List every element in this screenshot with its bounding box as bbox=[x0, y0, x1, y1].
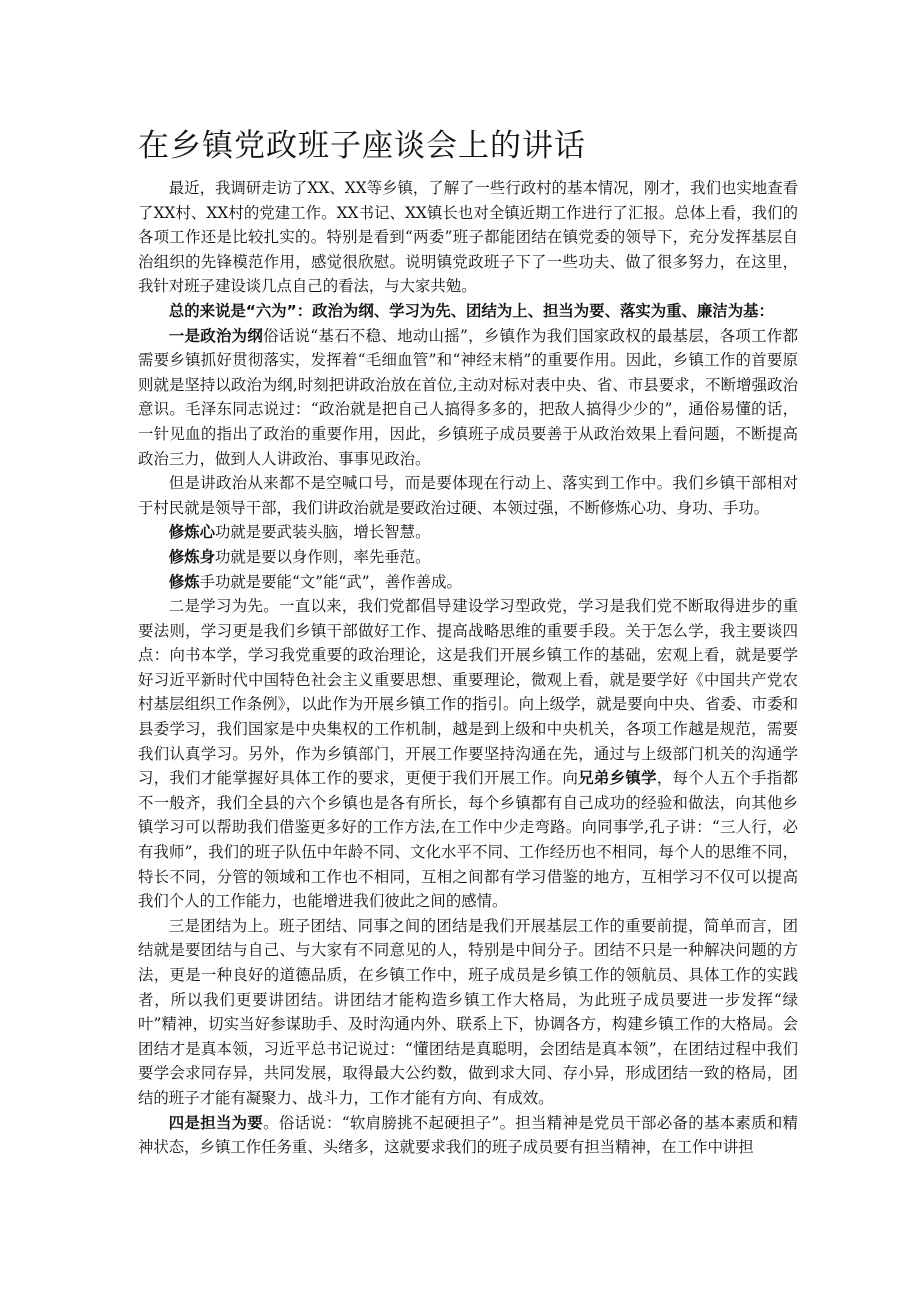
learning-text-a: 二是学习为先。一直以来，我们党都倡导建设学习型政党，学习是我们党不断取得进步的重要法则，学习更是我们乡镇干部做好工作、提高战略思维的重要手段。关于怎么学，我主要谈四点：向书本学，学习我党重要的政治理论，这是我们开展乡镇工作的基础，宏观上看，就是要学好习近平新时代中国特色社会主义重要思想、重要理论，微观上看，就是要学好《中国共产党农村基层组织工作条例》，以此作为开展乡镇工作的指引。向上级学，就是要向中央、省委、市委和县委学习，我们国家是中央集权的工作机制，越是到上级和中央机关，各项工作越是规范，需要我们认真学习。另外，作为乡镇部门，开展工作要坚持沟通在先，通过与上级部门机关的沟通学习，我们才能掌握好具体工作的要求，更便于我们开展工作。向 bbox=[138, 597, 798, 788]
hand-skill-paragraph bbox=[138, 570, 798, 595]
learning-paragraph bbox=[138, 594, 798, 914]
summary-text: 总的来说是“六为”：政治为纲、学习为先、团结为上、担当为要、落实为重、廉洁为基： bbox=[168, 301, 774, 320]
hand-skill-text: 手功就是要能“文”能“武”，善作善成。 bbox=[199, 572, 462, 591]
body-skill-text: 功就是要以身作则，率先垂范。 bbox=[214, 547, 431, 566]
document-body bbox=[138, 176, 798, 1160]
heart-skill-paragraph bbox=[138, 520, 798, 545]
politics-text: 俗话说“基石不稳、地动山摇”，乡镇作为我们国家政权的最基层，各项工作都需要乡镇抓好贯彻落实，发挥着“毛细血管”和“神经末梢”的重要作用。因此，乡镇工作的首要原则就是坚持以政治为纲,时刻把讲政治放在首位,主动对标对表中央、省、市县要求，不断增强政治意识。毛泽东同志说过：“政治就是把自己人搞得多多的，把敌人搞得少少的”，通俗易懂的话，一针见血的指出了政治的重要作用，因此，乡镇班子成员要善于从政治效果上看问题，不断提高政治三力，做到人人讲政治、事事见政治。 bbox=[138, 326, 798, 468]
learning-text-b: ，每个人五个手指都不一般齐，我们全县的六个乡镇也是各有所长，每个乡镇都有自己成功的经验和做法，向其他乡镇学习可以帮助我们借鉴更多好的工作方法,在工作中少走弯路。向同事学,孔子讲：“三人行，必有我师”，我们的班子队伍中年龄不同、文化水平不同、工作经历也不相同，每个人的思维不同，特长不同，分管的领域和工作也不相同，互相之间都有学习借鉴的地方，互相学习不仅可以提高我们个人的工作能力，也能增进我们彼此之间的感情。 bbox=[138, 769, 798, 911]
politics-heading: 一是政治为纲 bbox=[168, 326, 264, 345]
body-skill-heading: 修炼身 bbox=[168, 547, 215, 566]
body-skill-paragraph bbox=[138, 545, 798, 570]
document-title: 在乡镇党政班子座谈会上的讲话 bbox=[138, 128, 586, 164]
summary-paragraph bbox=[138, 299, 798, 324]
heart-skill-text: 功就是要武装头脑，增长智慧。 bbox=[214, 523, 431, 542]
intro-paragraph: 最近，我调研走访了XX、XX等乡镇，了解了一些行政村的基本情况，刚才，我们也实地查看了XX村、XX村的党建工作。XX书记、XX镇长也对全镇近期工作进行了汇报。总体上看，我们的各项工作还是比较扎实的。特别是看到“两委”班子都能团结在镇党委的领导下，充分发挥基层自治组织的先锋模范作用，感觉很欣慰。说明镇党政班子下了一些功夫、做了很多努力，在这里，我针对班子建设谈几点自己的看法，与大家共勉。 bbox=[138, 179, 798, 296]
responsibility-heading: 四是担当为要 bbox=[168, 1113, 264, 1132]
politics-action-paragraph: 但是讲政治从来都不是空喊口号，而是要体现在行动上、落实到工作中。我们乡镇干部相对于村民就是领导干部，我们讲政治就是要政治过硬、本领过强，不断修炼心功、身功、手功。 bbox=[138, 474, 798, 517]
politics-paragraph bbox=[138, 324, 798, 472]
hand-skill-heading: 修炼 bbox=[168, 572, 200, 591]
learning-bold: 兄弟乡镇学 bbox=[578, 769, 657, 788]
responsibility-text: 。俗话说：“软肩膀挑不起硬担子”。担当精神是党员干部必备的基本素质和精神状态，乡镇工作任务重、头绪多，这就要求我们的班子成员要有担当精神，在工作中讲担 bbox=[138, 1113, 798, 1157]
responsibility-paragraph bbox=[138, 1111, 798, 1160]
heart-skill-heading: 修炼心 bbox=[168, 523, 215, 542]
unity-paragraph: 三是团结为上。班子团结、同事之间的团结是我们开展基层工作的重要前提，简单而言，团结就是要团结与自己、与大家有不同意见的人，特别是中间分子。团结不只是一种解决问题的方法，更是一种良好的道德品质，在乡镇工作中，班子成员是乡镇工作的领航员、具体工作的实践者，所以我们更要讲团结。讲团结才能构造乡镇工作大格局，为此班子成员要进一步发挥“绿叶”精神，切实当好参谋助手、及时沟通内外、联系上下，协调各方，构建乡镇工作的大格局。会团结才是真本领，习近平总书记说过：“懂团结是真聪明，会团结是真本领”，在团结过程中我们要学会求同存异，共同发展，取得最大公约数，做到求大同、存小异，形成团结一致的格局，团结的班子才能有凝聚力、战斗力，工作才能有方向、有成效。 bbox=[138, 916, 798, 1107]
